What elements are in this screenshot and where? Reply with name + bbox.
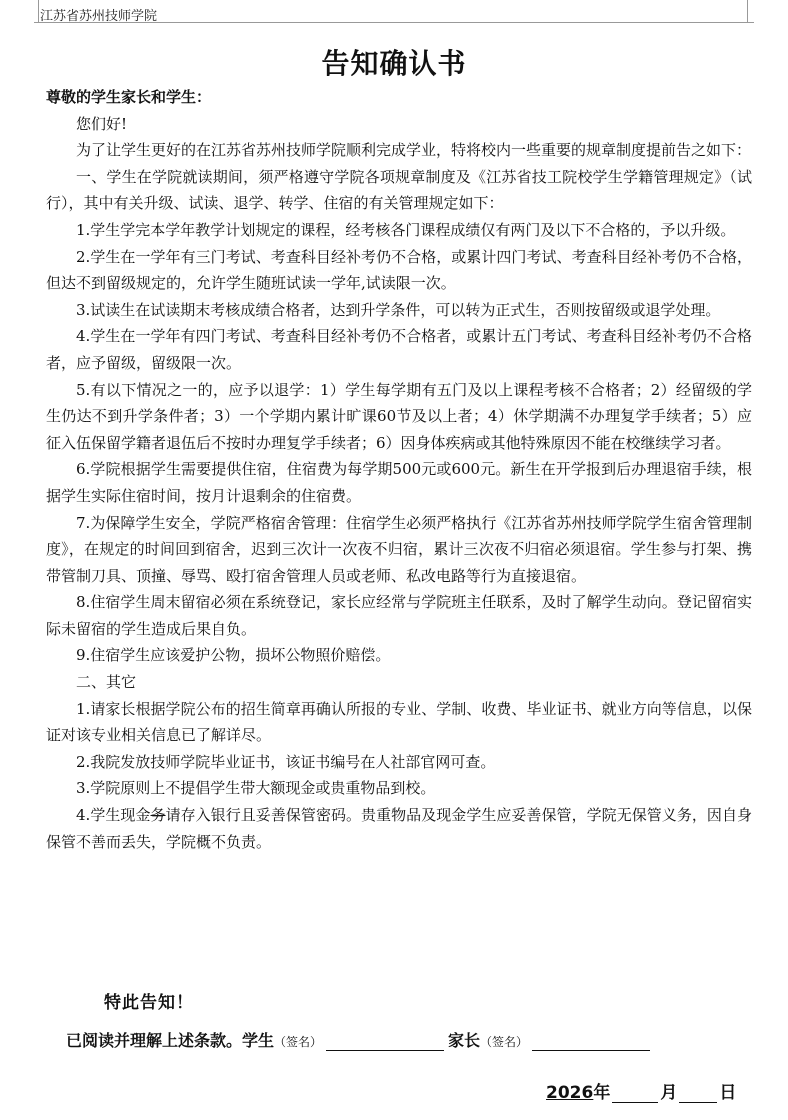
section1-item: 7.为保障学生安全，学院严格宿舍管理：住宿学生必须严格执行《江苏省苏州技师学院学生宿舍管理制度》，在规定的时间回到宿舍，迟到三次计一次夜不归宿，累计三次夜不归宿必须退宿。学生参与打架、携带管制刀具、顶撞、辱骂、殴打宿舍管理人员或老师、私改电路等行为直接退宿。 <box>46 513 752 585</box>
header-divider <box>34 22 754 23</box>
parent-signature-field[interactable] <box>532 1032 650 1051</box>
student-signature-field[interactable] <box>326 1032 444 1051</box>
day-field[interactable] <box>679 1084 717 1103</box>
date-year: 2026 <box>546 1083 594 1103</box>
section1-item: 1.学生学完本学年教学计划规定的课程，经考核各门课程成绩仅有两门及以下不合格的，予以升级。 <box>76 220 736 239</box>
header-corner-mark-right <box>747 0 758 22</box>
item4-struck-char: 务 <box>150 806 166 825</box>
parent-sign-label: （签名） <box>480 1035 529 1049</box>
section1-item: 6.学院根据学生需要提供住宿，住宿费为每学期500元或600元。新生在开学报到后办理退宿手续，根据学生实际住宿时间，按月计退剩余的住宿费。 <box>46 460 752 505</box>
section2-item: 2.我院发放技师学院毕业证书，该证书编号在人社部官网可查。 <box>76 752 496 771</box>
section2-heading: 二、其它 <box>76 673 137 692</box>
parent-label: 家长 <box>448 1031 481 1050</box>
section1-heading: 一、学生在学院就读期间，须严格遵守学院各项规章制度及《江苏省技工院校学生学籍管理规定》（试行），其中有关升级、试读、退学、转学、住宿的有关管理规定如下： <box>46 167 752 213</box>
section2-item: 3.学院原则上不提倡学生带大额现金或贵重物品到校。 <box>76 779 436 798</box>
section2-item <box>46 802 752 855</box>
closing-notice: 特此告知！ <box>104 993 194 1013</box>
document-title: 告知确认书 <box>321 47 467 80</box>
day-label: 日 <box>719 1083 737 1103</box>
item4-text-before: 4.学生现金 <box>76 806 151 825</box>
date-line <box>546 1078 736 1103</box>
year-suffix: 年 <box>593 1083 611 1103</box>
item4-text-after: 请存入银行且妥善保管密码。贵重物品及现金学生应妥善保管，学院无保管义务，因自身保管不善而丢失，学院概不负责。 <box>46 806 752 851</box>
greeting: 您们好! <box>76 114 128 133</box>
section1-item: 5.有以下情况之一的，应予以退学：1）学生每学期有五门及以上课程考核不合格者；2）经留级的学生仍达不到升学条件者；3）一个学期内累计旷课60节及以上者；4）休学期满不办理复学手续者；5）应征入伍保留学籍者退伍后不按时办理复学手续者；6）因身体疾病或其他特殊原因不能在校继续学习者。 <box>46 380 752 452</box>
section1-item: 3.试读生在试读期末考核成绩合格者，达到升学条件，可以转为正式生，否则按留级或退学处理。 <box>76 300 721 319</box>
intro-paragraph: 为了让学生更好的在江苏省苏州技师学院顺利完成学业，特将校内一些重要的规章制度提前告之如下： <box>76 141 752 160</box>
month-label: 月 <box>660 1083 678 1103</box>
salutation: 尊敬的学生家长和学生： <box>46 88 212 106</box>
section1-item: 9.住宿学生应该爱护公物，损坏公物照价赔偿。 <box>76 646 391 665</box>
header-school-name: 江苏省苏州技师学院 <box>40 9 158 24</box>
document-body <box>46 84 752 855</box>
month-field[interactable] <box>612 1084 658 1103</box>
section1-item: 4.学生在一学年有四门考试、考查科目经补考仍不合格者，或累计五门考试、考查科目经补考仍不合格者，应予留级，留级限一次。 <box>46 327 752 372</box>
section1-item: 2.学生在一学年有三门考试、考查科目经补考仍不合格，或累计四门考试、考查科目经补考仍不合格，但达不到留级规定的，允许学生随班试读一学年,试读限一次。 <box>46 247 752 293</box>
section1-item: 8.住宿学生周末留宿必须在系统登记，家长应经常与学院班主任联系，及时了解学生动向。登记留宿实际未留宿的学生造成后果自负。 <box>46 593 752 638</box>
student-sign-label: （签名） <box>274 1035 323 1049</box>
confirm-text: 已阅读并理解上述条款。学生 <box>66 1031 275 1050</box>
confirmation-line <box>66 1028 650 1051</box>
section2-item: 1.请家长根据学院公布的招生简章再确认所报的专业、学制、收费、毕业证书、就业方向等信息，以保证对该专业相关信息已了解详尽。 <box>46 699 752 745</box>
header-corner-mark-left <box>28 0 39 22</box>
